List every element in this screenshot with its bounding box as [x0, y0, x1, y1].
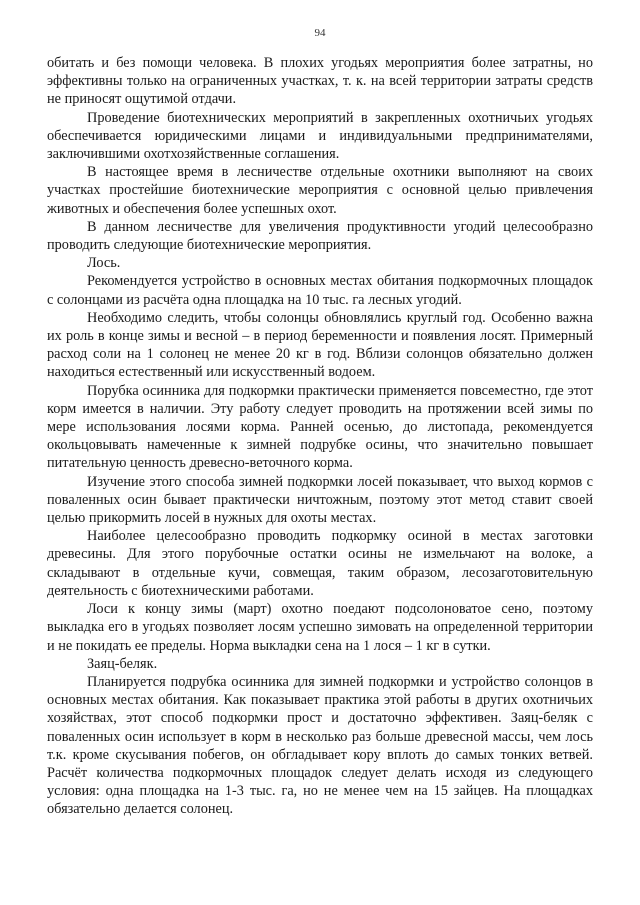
page-number: 94	[314, 27, 326, 39]
paragraph-logging-sites: Наиболее целесообразно проводить подкормку осиной в местах заготовки древесины. Для этого порубочные остатки осины не измельчают на волоке, а складывают в отдельные кучи, совмещая, таким образом, лесозаготовительную деятельность с биотехническими работами.	[47, 528, 593, 599]
paragraph-salt-lick-renewal: Необходимо следить, чтобы солонцы обновлялись круглый год. Особенно важна их роль в конце зимы и весной – в период беременности и появления лосят. Примерный расход соли на 1 солонец не менее 20 кг в год. Вблизи солонцов обязательно должен находиться естественный или искусственный водоем.	[47, 309, 593, 381]
paragraph-hare-feeding: Планируется подрубка осинника для зимней подкормки и устройство солонцов в основных местах обитания. Как показывает практика этой работы в других охотничьих хозяйствах, этот способ подкормки прост и достаточно эффективен. Заяц-беляк с поваленных осин использует в корм в несколько раз больше древесной массы, чем лось т.к. кроме скусывания побегов, он обгладывает кору вплоть до самых тонких ветвей. Расчёт количества подкормочных площадок следует делать исходя из следующего условия: одна площадка на 1-3 тыс. га, но не менее чем на 15 зайцев. На площадках обязательно делается солонец.	[47, 673, 593, 818]
body-text	[47, 54, 593, 819]
section-heading-moose: Лось.	[87, 255, 121, 272]
paragraph-feeding-study: Изучение этого способа зимней подкормки лосей показывает, что выход кормов с поваленных осин бывает практически ничтожным, поэтому этот метод ставит своей целью прикормить лосей в нужных для охоты местах.	[47, 473, 593, 527]
paragraph-biotech-responsibility: Проведение биотехнических мероприятий в закрепленных охотничьих угодьях обеспечивается юридическими лицами и индивидуальными предпринимателями, заключившими охотхозяйственные соглашения.	[47, 109, 593, 163]
paragraph-hay-feeding: Лоси к концу зимы (март) охотно поедают подсолоноватое сено, поэтому выкладка его в угодьях позволяет лосям успешно зимовать на определенной территории и не покидать ее пределы. Норма выкладки сена на 1 лося – 1 кг в сутки.	[47, 601, 593, 654]
paragraph-aspen-cutting: Порубка осинника для подкормки практически применяется повсеместно, где этот корм имеется в наличии. Эту работу следует проводить на протяжении всей зимы по мере использования лосями корма. Ранней осенью, до листопада, рекомендуется окольцовывать намеченные к зимней подрубке осины, что значительно повышает питательную ценность древесно-веточного корма.	[47, 382, 593, 472]
paragraph-moose-salt-licks: Рекомендуется устройство в основных местах обитания подкормочных площадок с солонцами из расчёта одна площадка на 10 тыс. га лесных угодий.	[47, 273, 593, 308]
paragraph-continuation: обитать и без помощи человека. В плохих угодьях мероприятия более затратны, но эффективны только на ограниченных участках, т. к. на всей территории затраты средств не приносят ощутимой отдачи.	[47, 55, 593, 108]
paragraph-recommended-measures: В данном лесничестве для увеличения продуктивности угодий целесообразно проводить следующие биотехнические мероприятия.	[47, 218, 593, 254]
paragraph-current-hunters: В настоящее время в лесничестве отдельные охотники выполняют на своих участках простейшие биотехнические мероприятия с основной целью привлечения животных и обеспечения более успешных охот.	[47, 164, 593, 217]
section-heading-hare: Заяц-беляк.	[87, 655, 158, 672]
